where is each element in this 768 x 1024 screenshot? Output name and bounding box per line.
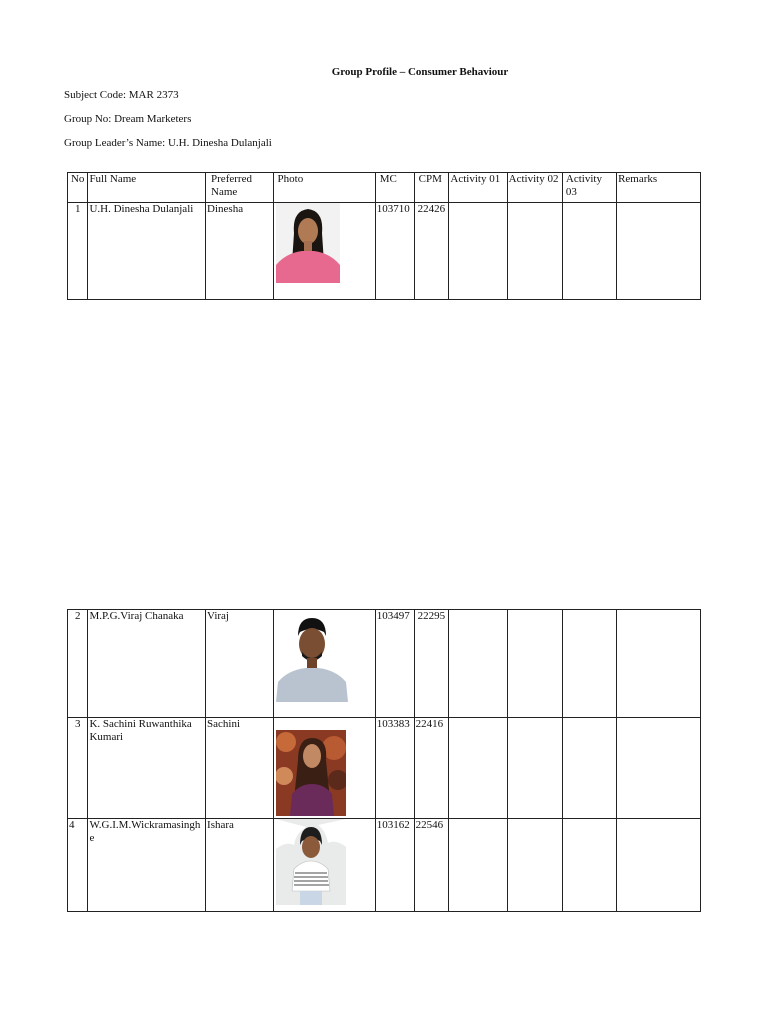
row-remarks <box>617 610 701 718</box>
row-preferred-name: Sachini <box>206 718 273 819</box>
row-activity-01 <box>449 203 507 300</box>
row-no: 4 <box>68 819 88 912</box>
row-activity-03 <box>562 819 616 912</box>
group-no: Group No: Dream Marketers <box>64 113 192 125</box>
header-cpm: CPM <box>414 173 449 203</box>
row-mc: 103383 <box>375 718 414 819</box>
row-activity-02 <box>507 203 562 300</box>
header-preferred-name: Preferred Name <box>206 173 273 203</box>
header-mc: MC <box>375 173 414 203</box>
table-row <box>68 203 701 300</box>
row-photo <box>273 610 375 718</box>
group-table-1 <box>67 172 701 300</box>
header-activity-03: Activity 03 <box>562 173 616 203</box>
row-activity-03 <box>562 203 616 300</box>
row-cpm: 22416 <box>414 718 449 819</box>
row-preferred-name: Viraj <box>206 610 273 718</box>
header-full-name: Full Name <box>88 173 206 203</box>
row-activity-02 <box>507 610 562 718</box>
row-cpm: 22426 <box>414 203 449 300</box>
header-activity-01: Activity 01 <box>449 173 507 203</box>
table-row <box>68 819 701 912</box>
table-header-row <box>68 173 701 203</box>
row-mc: 103710 <box>375 203 414 300</box>
row-activity-01 <box>449 718 507 819</box>
header-no: No <box>68 173 88 203</box>
member-photo <box>276 614 348 702</box>
header-remarks: Remarks <box>617 173 701 203</box>
row-remarks <box>617 718 701 819</box>
row-remarks <box>617 203 701 300</box>
table-row <box>68 718 701 819</box>
table-row <box>68 610 701 718</box>
row-activity-01 <box>449 819 507 912</box>
row-photo <box>273 718 375 819</box>
row-preferred-name: Ishara <box>206 819 273 912</box>
row-activity-01 <box>449 610 507 718</box>
member-photo <box>276 730 346 816</box>
row-full-name: K. Sachini Ruwanthika Kumari <box>88 718 206 819</box>
row-cpm: 22546 <box>414 819 449 912</box>
group-table-2 <box>67 609 701 912</box>
row-photo <box>273 819 375 912</box>
row-activity-02 <box>507 718 562 819</box>
group-leader: Group Leader’s Name: U.H. Dinesha Dulanjali <box>64 137 272 149</box>
row-cpm: 22295 <box>414 610 449 718</box>
member-photo <box>276 203 340 283</box>
row-activity-03 <box>562 718 616 819</box>
header-photo: Photo <box>273 173 375 203</box>
row-mc: 103497 <box>375 610 414 718</box>
row-activity-03 <box>562 610 616 718</box>
row-photo <box>273 203 375 300</box>
row-full-name: W.G.I.M.Wickramasinghe <box>88 819 206 912</box>
subject-code: Subject Code: MAR 2373 <box>64 89 179 101</box>
row-no: 2 <box>68 610 88 718</box>
row-mc: 103162 <box>375 819 414 912</box>
row-no: 1 <box>68 203 88 300</box>
row-preferred-name: Dinesha <box>206 203 273 300</box>
header-activity-02: Activity 02 <box>507 173 562 203</box>
row-activity-02 <box>507 819 562 912</box>
member-photo <box>276 819 346 905</box>
page-title: Group Profile – Consumer Behaviour <box>331 66 509 78</box>
row-full-name: M.P.G.Viraj Chanaka <box>88 610 206 718</box>
row-no: 3 <box>68 718 88 819</box>
row-remarks <box>617 819 701 912</box>
row-full-name: U.H. Dinesha Dulanjali <box>88 203 206 300</box>
